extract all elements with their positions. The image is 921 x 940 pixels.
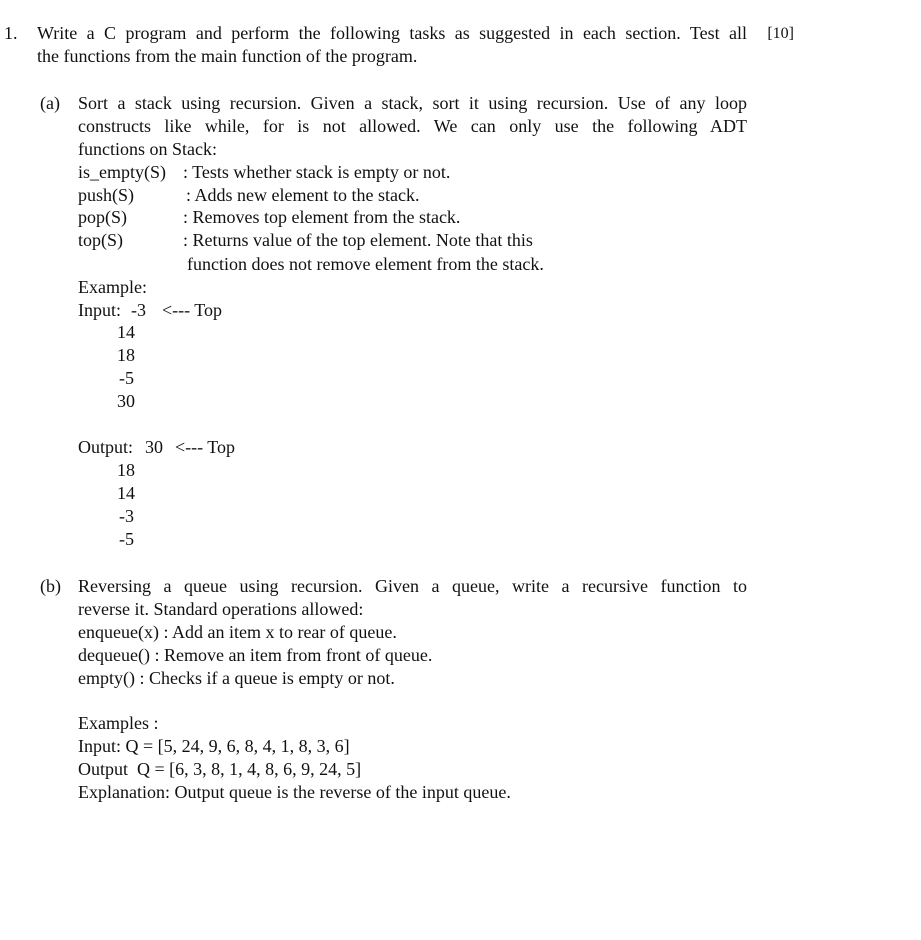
- output-stack-value: 18: [117, 460, 135, 480]
- question-line-2: the functions from the main function of the program.: [37, 46, 418, 66]
- part-b-intro-line-1: Reversing a queue using recursion. Given a queue, write a recursive function to: [78, 576, 747, 596]
- op-desc-top: : Returns value of the top element. Note that this: [183, 230, 533, 250]
- queue-input-line: Input: Q = [5, 24, 9, 6, 8, 4, 1, 8, 3, 6]: [78, 736, 350, 756]
- question-number: 1.: [4, 23, 18, 43]
- output-top-value: 30: [145, 437, 163, 457]
- op-name-top: top(S): [78, 230, 123, 250]
- part-b-intro-line-2: reverse it. Standard operations allowed:: [78, 599, 364, 619]
- op-name-push: push(S): [78, 185, 135, 205]
- input-top-value: -3: [131, 300, 146, 320]
- part-a-intro-line-2: constructs like while, for is not allowed. We can only use the following ADT: [78, 116, 747, 136]
- part-a-intro-line-3: functions on Stack:: [78, 139, 217, 159]
- op-name-is-empty: is_empty(S): [78, 162, 166, 182]
- part-a-label: (a): [40, 93, 60, 113]
- op-desc-pop: : Removes top element from the stack.: [183, 207, 461, 227]
- output-stack-value: -5: [119, 529, 134, 549]
- output-label: Output:: [78, 437, 134, 457]
- input-stack-value: -5: [119, 368, 134, 388]
- marks-badge: [10]: [767, 25, 794, 42]
- queue-output-line: Output Q = [6, 3, 8, 1, 4, 8, 6, 9, 24, 5]: [78, 759, 362, 779]
- op-name-pop: pop(S): [78, 207, 127, 227]
- part-a-intro-line-1: Sort a stack using recursion. Given a stack, sort it using recursion. Use of any loop: [78, 93, 747, 113]
- examples-label: Examples :: [78, 713, 159, 733]
- queue-op-empty: empty() : Checks if a queue is empty or not.: [78, 668, 395, 688]
- input-top-marker: <--- Top: [162, 300, 223, 320]
- question-line-1: Write a C program and perform the following tasks as suggested in each section. Test all: [37, 23, 747, 43]
- input-stack-value: 18: [117, 345, 135, 365]
- output-stack-value: -3: [119, 506, 134, 526]
- input-stack-value: 14: [117, 322, 135, 342]
- part-b-label: (b): [40, 576, 61, 596]
- queue-explanation: Explanation: Output queue is the reverse of the input queue.: [78, 782, 511, 802]
- output-stack-value: 14: [117, 483, 135, 503]
- output-top-marker: <--- Top: [175, 437, 236, 457]
- queue-op-dequeue: dequeue() : Remove an item from front of queue.: [78, 645, 433, 665]
- queue-op-enqueue: enqueue(x) : Add an item x to rear of queue.: [78, 622, 397, 642]
- op-desc-push: : Adds new element to the stack.: [186, 185, 420, 205]
- example-label: Example:: [78, 277, 147, 297]
- op-desc-is-empty: : Tests whether stack is empty or not.: [183, 162, 451, 182]
- op-desc-top-continued: function does not remove element from the stack.: [187, 254, 544, 274]
- input-label: Input:: [78, 300, 121, 320]
- input-stack-value: 30: [117, 391, 135, 411]
